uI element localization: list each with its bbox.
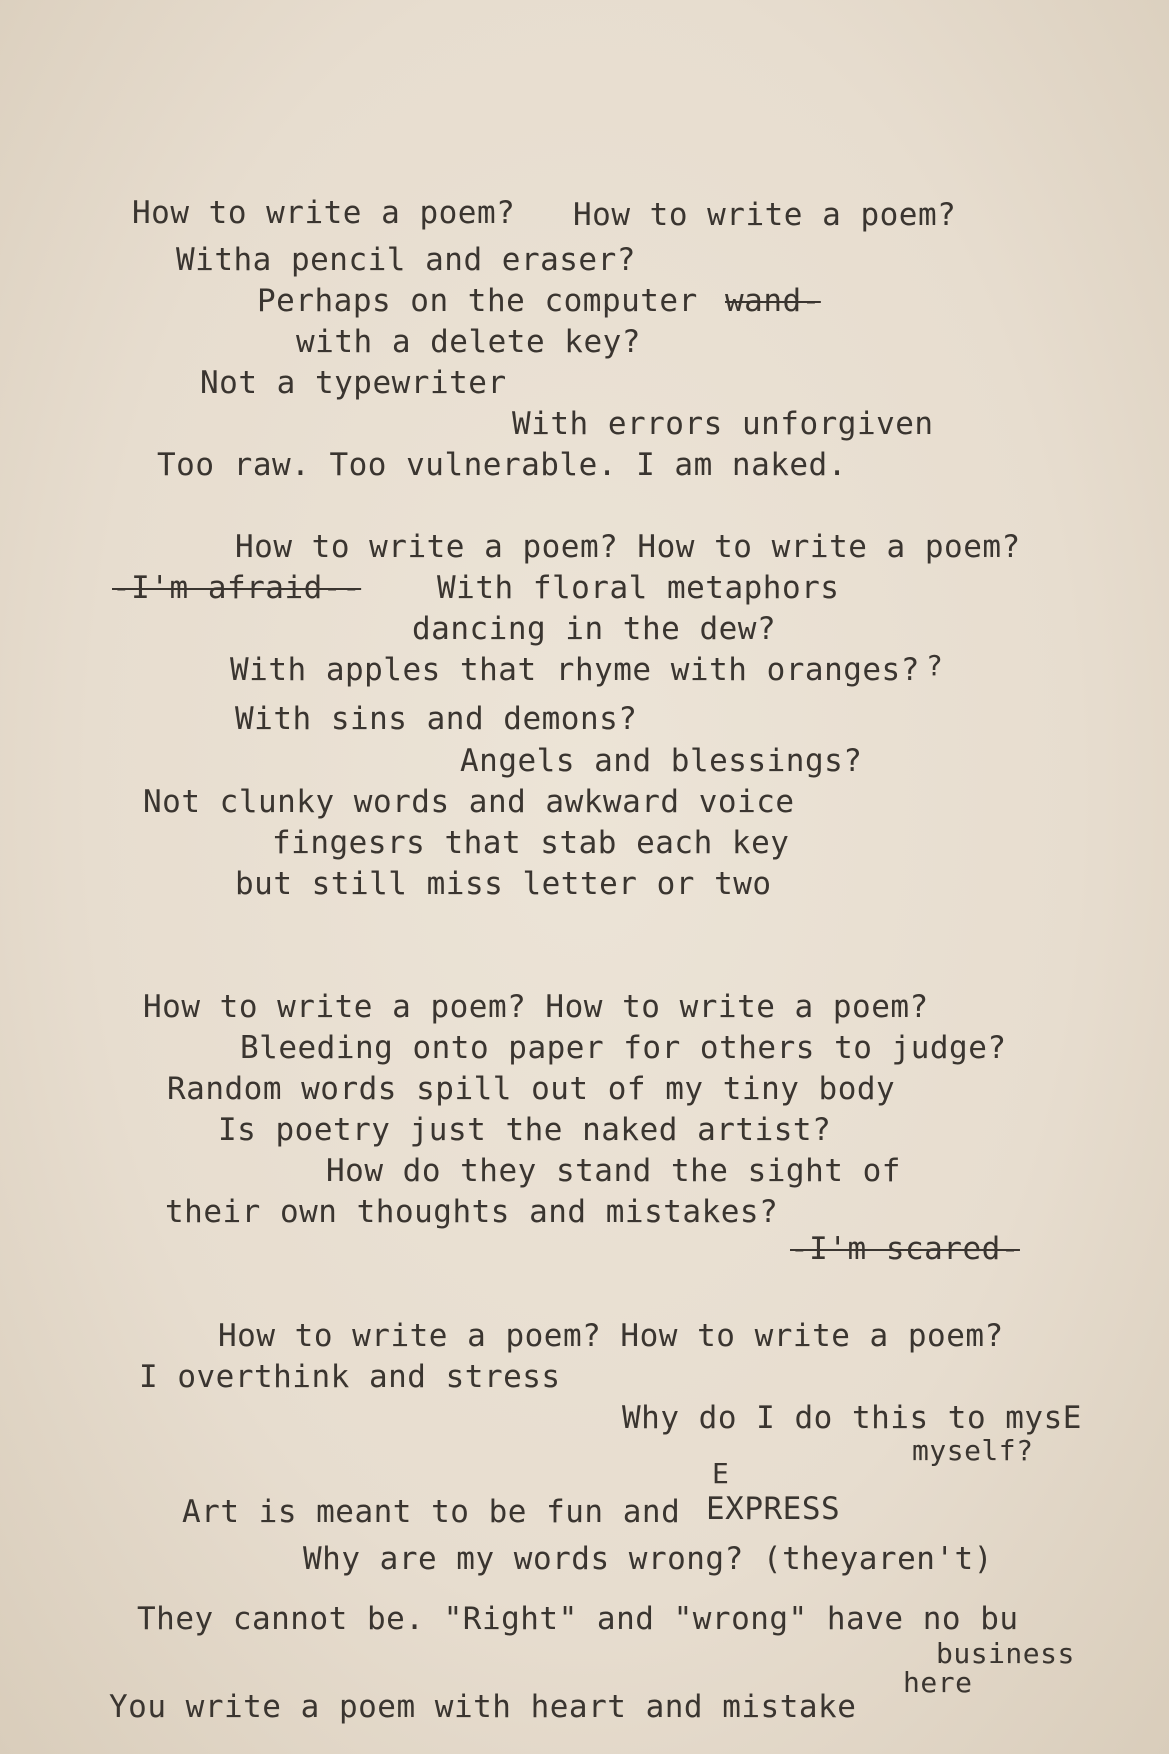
stanza1-line1b: How to write a poem? [573, 197, 957, 233]
stanza2-line7: Not clunky words and awkward voice [143, 784, 795, 820]
stanza1-line6: With errors unforgiven [512, 406, 934, 442]
stanza1-line1a: How to write a poem? [132, 195, 516, 231]
stanza3-line6: their own thoughts and mistakes? [165, 1194, 779, 1230]
stanza1-line7: Too raw. Too vulnerable. I am naked. [157, 447, 847, 483]
stanza4-line4: Art is meant to be fun and [182, 1494, 681, 1530]
stanza3-line2: Bleeding onto paper for others to judge? [240, 1030, 1007, 1066]
stanza4-line5: Why are my words wrong? (theyaren't) [303, 1541, 993, 1577]
stanza3-line5: How do they stand the sight of [326, 1153, 901, 1189]
stanza3-line3: Random words spill out of my tiny body [167, 1071, 896, 1107]
stanza4-line1: How to write a poem? How to write a poem? [218, 1318, 1004, 1354]
stanza2-line3: dancing in the dew? [412, 611, 777, 647]
stanza4-line6: They cannot be. "Right" and "wrong" have no bu [137, 1601, 1019, 1637]
stanza4-line6b: business [936, 1637, 1075, 1670]
stanza2-line2-strikethrough: -I'm afraid-- [112, 570, 362, 606]
stanza2-line8: fingesrs that stab each key [272, 825, 790, 861]
stanza2-line5: With sins and demons? [235, 701, 638, 737]
stanza3-line4: Is poetry just the naked artist? [218, 1112, 832, 1148]
stanza2-line1: How to write a poem? How to write a poem? [235, 529, 1021, 565]
stanza2-line4-extra-mark: ? [926, 649, 944, 682]
stanza4-line3b: myself? [912, 1434, 1034, 1467]
stanza1-line4: with a delete key? [296, 324, 641, 360]
stanza1-line3-strikethrough: wand- [725, 283, 821, 319]
stanza3-line1: How to write a poem? How to write a poem? [143, 989, 929, 1025]
stanza4-line2: I overthink and stress [139, 1359, 561, 1395]
stanza2-line9: but still miss letter or two [235, 866, 772, 902]
stanza4-line6c: here [903, 1666, 973, 1699]
stanza4-line3: Why do I do this to mysE [622, 1400, 1082, 1436]
stanza2-line2: With floral metaphors [437, 570, 840, 606]
stanza2-line4: With apples that rhyme with oranges? [230, 652, 920, 688]
stanza2-line6: Angels and blessings? [460, 743, 863, 779]
stanza1-line5: Not a typewriter [200, 365, 507, 401]
stanza3-line7-strikethrough: -I'm scared- [790, 1231, 1020, 1267]
stanza4-line7: You write a poem with heart and mistake [109, 1689, 857, 1725]
stanza1-line3: Perhaps on the computer [257, 283, 698, 319]
stanza4-line4-overtype: E [712, 1457, 730, 1490]
stanza1-line2: Witha pencil and eraser? [176, 242, 636, 278]
stanza4-line4-end: EXPRESS [706, 1491, 841, 1527]
